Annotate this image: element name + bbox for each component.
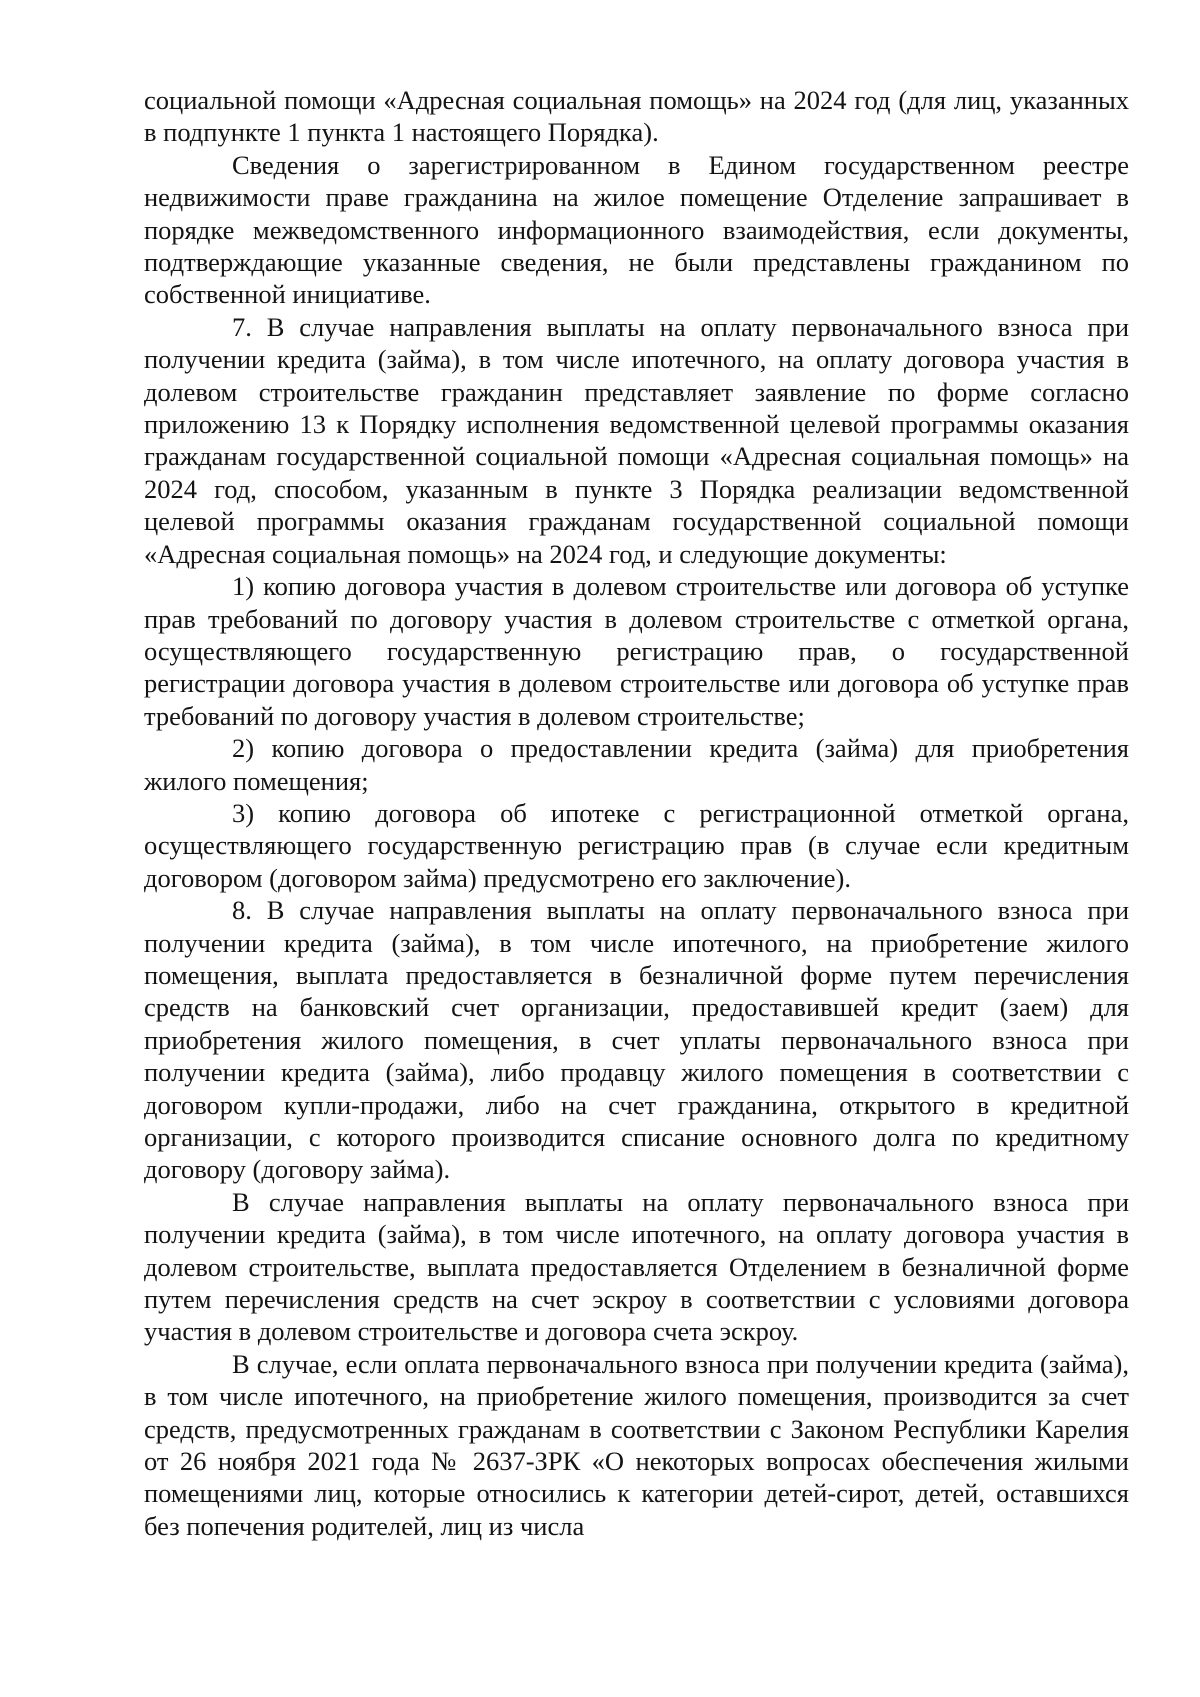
list-item-3: 3) копию договора об ипотеке с регистрационной отметкой органа, осуществляющего государственную регистрацию прав (в случае если кредитным договором (договором займа) предусмотрено его заключение).: [144, 797, 1129, 893]
paragraph-item-7: 7. В случае направления выплаты на оплату первоначального взноса при получении кредита (займа), в том числе ипотечного, на оплату договора участия в долевом строительстве гражданин представляет заявление по форме согласно приложению 13 к Порядку исполнения ведомственной целевой программы оказания гражданам государственной социальной помощи «Адресная социальная помощь» на 2024 год, способом, указанным в пункте 3 Порядка реализации ведомственной целевой программы оказания гражданам государственной социальной помощи «Адресная социальная помощь» на 2024 год, и следующие документы:: [144, 311, 1129, 569]
paragraph-egrn-info: Сведения о зарегистрированном в Едином государственном реестре недвижимости праве гражданина на жилое помещение Отделение запрашивает в порядке межведомственного информационного взаимодействия, если документы, подтверждающие указанные сведения, не были представлены гражданином по собственной инициативе.: [144, 149, 1129, 310]
paragraph-law-reference: В случае, если оплата первоначального взноса при получении кредита (займа), в том числе ипотечного, на приобретение жилого помещения, производится за счет средств, предусмотренных гражданам в соответствии с Законом Республики Карелия от 26 ноября 2021 года № 2637-ЗРК «О некоторых вопросах обеспечения жилыми помещениями лиц, которые относились к категории детей-сирот, детей, оставшихся без попечения родителей, лиц из числа: [144, 1348, 1129, 1541]
paragraph-escrow: В случае направления выплаты на оплату первоначального взноса при получении кредита (займа), в том числе ипотечного, на оплату договора участия в долевом строительстве, выплата предоставляется Отделением в безналичной форме путем перечисления средств на счет эскроу в соответствии с условиями договора участия в долевом строительстве и договора счета эскроу.: [144, 1186, 1129, 1347]
paragraph-item-8: 8. В случае направления выплаты на оплату первоначального взноса при получении кредита (займа), в том числе ипотечного, на приобретение жилого помещения, выплата предоставляется в безналичной форме путем перечисления средств на банковский счет организации, предоставившей кредит (заем) для приобретения жилого помещения, в счет уплаты первоначального взноса при получении кредита (займа), либо продавцу жилого помещения в соответствии с договором купли-продажи, либо на счет гражданина, открытого в кредитной организации, с которого производится списание основного долга по кредитному договору (договору займа).: [144, 895, 1129, 1185]
list-item-1: 1) копию договора участия в долевом строительстве или договора об уступке прав требований по договору участия в долевом строительстве с отметкой органа, осуществляющего государственную регистрацию прав, о государственной регистрации договора участия в долевом строительстве или договора об уступке прав требований по договору участия в долевом строительстве;: [144, 571, 1129, 731]
document-page: [144, 84, 1129, 1542]
list-item-2: 2) копию договора о предоставлении кредита (займа) для приобретения жилого помещения;: [144, 733, 1129, 796]
paragraph-continuation: социальной помощи «Адресная социальная помощь» на 2024 год (для лиц, указанных в подпункте 1 пункта 1 настоящего Порядка).: [144, 85, 1129, 148]
